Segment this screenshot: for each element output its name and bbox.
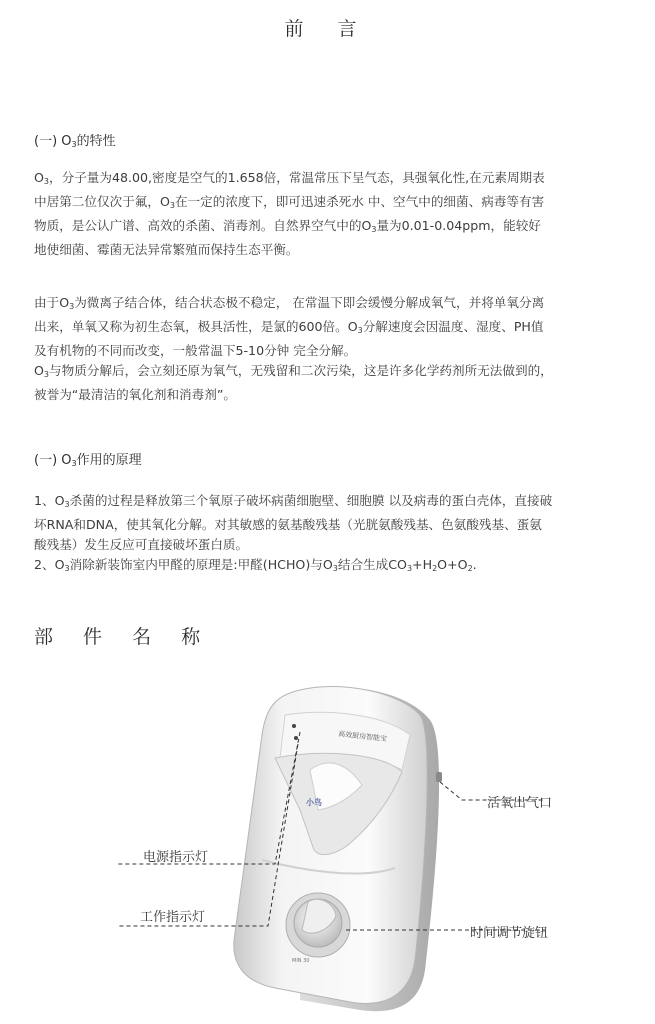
panel-label: 高效厨房智能宝	[337, 730, 388, 744]
section-heading-o3-principle: (一) $O_3$作用的原理	[34, 453, 142, 468]
label-work-light: 工作指示灯	[140, 910, 206, 925]
label-oxygen-outlet: 活氧出气口	[487, 796, 553, 811]
oxygen-outlet-port	[436, 772, 442, 782]
paragraph-o3-properties: $O_3$，分子量为48.00,密度是空气的1.658倍，常温常压下呈气态，具强氧化性,在元素周期表 中居第二位仅次于氟，$O_3$在一定的浓度下，即可迅速杀死水 中、空气中的细菌、病毒等有害 物质，是公认广谱、高效的杀菌、消毒剂。自然界空气中的$O_3$量为0.01-0.04ppm，能较好 地使细菌、霉菌无法异常繁殖而保持生态平衡。	[34, 170, 545, 257]
label-timer-knob: 时间调节旋钮	[470, 926, 549, 941]
paragraph-o3-decomposition: 由于$O_3$为微离子结合体，结合状态极不稳定， 在常温下即会缓慢分解成氧气，并将单氧分离 出来，单氧又称为初生态氧，极具活性，是氯的600倍。$O_3$分解速度会因温度、湿度、PH值 及有机物的不同而改变，一般常温下5-10分钟 完全分解。 $O_3$与物质分解后，会立刻还原为氧气，无残留和二次污染，这是许多化学药剂所无法做到的， 被誉为“最清洁的氧化剂和消毒剂”。	[34, 295, 553, 402]
indicator-dot-2	[294, 736, 298, 740]
brand-logo: 小鸟	[306, 798, 322, 807]
dial-scale: MIN 30	[292, 958, 310, 964]
paragraph-o3-principle: 1、$O_3$杀菌的过程是释放第三个氧原子破坏病菌细胞壁、细胞膜 以及病毒的蛋白壳体，直接破 坏RNA和DNA，使其氧化分解。对其敏感的氨基酸残基（光胱氨酸残基、色氨酸残基、蛋氨 酸残基）发生反应可直接破坏蛋白质。 2、$O_3$消除新装饰室内甲醛的原理是:甲醛(HCHO)与$O_3$结合生成$CO_3+H_2O+O_2$.	[34, 493, 553, 573]
parts-title: 部 件 名 称	[34, 626, 213, 648]
indicator-dot-1	[292, 724, 296, 728]
device-illustration	[0, 640, 655, 1024]
page-title: 前 言	[284, 18, 371, 40]
section-heading-o3-properties: (一) $O_3$的特性	[34, 134, 116, 149]
label-power-light: 电源指示灯	[143, 850, 209, 865]
